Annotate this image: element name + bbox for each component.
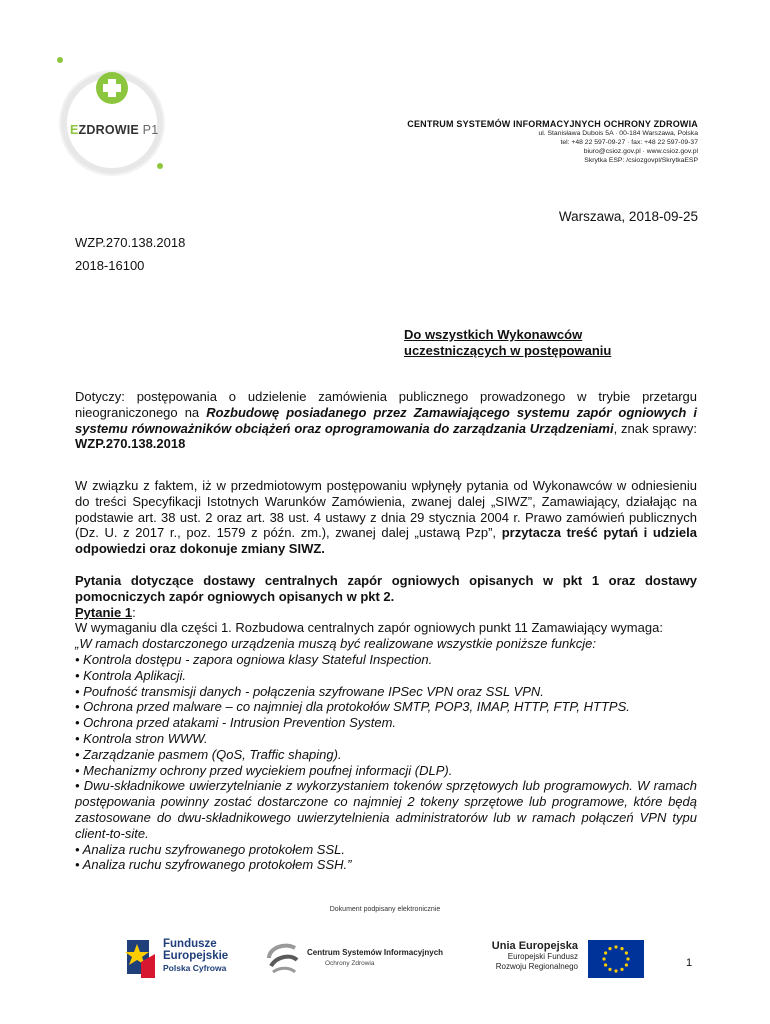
fundusze-europejskie-logo: Fundusze Europejskie Polska Cyfrowa bbox=[123, 934, 243, 982]
quote-line: • Zarządzanie pasmem (QoS, Traffic shaping). bbox=[75, 746, 342, 762]
quote-line: • Kontrola stron WWW. bbox=[75, 730, 208, 746]
csioz-logo: Centrum Systemów Informacyjnych Ochrony Zdrowia bbox=[265, 938, 455, 978]
eu-star bbox=[602, 957, 605, 960]
quote-line: • Ochrona przed atakami - Intrusion Prevention System. bbox=[75, 715, 397, 731]
city-date: Warszawa, 2018-09-25 bbox=[558, 209, 698, 224]
question-intro: W wymaganiu dla części 1. Rozbudowa centralnych zapór ogniowych punkt 11 Zamawiający wymaga: bbox=[75, 620, 663, 636]
quote-line: • Poufność transmisji danych - połączenia szyfrowane IPSec VPN oraz SSL VPN. bbox=[75, 683, 544, 699]
addressee-line-1: Do wszystkich Wykonawców bbox=[404, 327, 583, 342]
quote-line: • Dwu-składnikowe uwierzytelnianie z wykorzystaniem tokenów sprzętowych lub programowych. W ramach postępowania powinny zostać dostarczone co najmniej 2 tokeny sprzętowe lub programowe, które będą zastosowane do dwu-składnikowego uwierzytelnienia administratorów lub w ramach połączeń VPN typu client-to-site. bbox=[75, 778, 697, 841]
eu-text: Unia Europejska Europejski Fundusz Rozwoju Regionalnego bbox=[491, 940, 578, 971]
signed-note: Dokument podpisany elektronicznie bbox=[329, 906, 441, 913]
eu-star bbox=[620, 968, 623, 971]
addressee bbox=[404, 327, 611, 359]
quote-line: • Mechanizmy ochrony przed wyciekiem poufnej informacji (DLP). bbox=[75, 762, 453, 778]
quote-line: • Kontrola Aplikacji. bbox=[75, 667, 187, 683]
reference-id: 2018-16100 bbox=[75, 258, 145, 273]
case-sign: WZP.270.138.2018 bbox=[75, 436, 186, 452]
quote-line: • Kontrola dostępu - zapora ogniowa klasy Stateful Inspection. bbox=[75, 651, 433, 667]
addressee-line-2: uczestniczących w postępowaniu bbox=[404, 343, 612, 358]
page-number: 1 bbox=[686, 957, 693, 969]
eu-flag-icon bbox=[588, 940, 644, 978]
quote-line: • Analiza ruchu szyfrowanego protokołem SSH.” bbox=[75, 857, 352, 873]
ezdrowie-logo-graphic bbox=[50, 48, 210, 178]
organization-esp: Skrytka ESP: /csiozgovpl/SkrytkaESP bbox=[584, 157, 698, 164]
fe-star-icon bbox=[123, 934, 161, 980]
subject-paragraph: Dotyczy: postępowania o udzielenie zamówienia publicznego prowadzonego w trybie przetargu nieograniczonego na Rozbudowę posiadanego przez Zamawiającego systemu zapór ogniowych i systemu równoważników obciążeń oraz oprogramowania do zarządzania Urządzeniami, znak sprawy: WZP.270.138.2018 bbox=[75, 389, 698, 452]
eu-star bbox=[614, 969, 617, 972]
eu-star bbox=[604, 951, 607, 954]
ezdrowie-logo bbox=[50, 48, 210, 178]
eu-star bbox=[614, 945, 617, 948]
eu-star bbox=[608, 947, 611, 950]
eu-star bbox=[626, 957, 629, 960]
csioz-swirl-icon bbox=[265, 940, 301, 976]
organization-email: biuro@csioz.gov.pl · www.csioz.gov.pl bbox=[583, 148, 698, 155]
section-heading: Pytania dotyczące dostawy centralnych zapór ogniowych opisanych w pkt 1 oraz dostawy pomocniczych zapór ogniowych opisanych w pkt 2. bbox=[75, 573, 697, 604]
eu-star bbox=[625, 963, 628, 966]
footer-logos bbox=[0, 930, 770, 990]
question-heading: Pytanie 1: bbox=[75, 604, 136, 620]
organization-name: CENTRUM SYSTEMÓW INFORMACYJNYCH OCHRONY ZDROWIA bbox=[407, 119, 698, 129]
reference-number: WZP.270.138.2018 bbox=[75, 235, 186, 250]
quote-list bbox=[75, 636, 697, 873]
intro-paragraph: W związku z faktem, iż w przedmiotowym postępowaniu wpłynęły pytania od Wykonawców w odniesieniu do treści Specyfikacji Istotnych Warunków Zamówienia, zwanej dalej „SIWZ”, Zamawiający, działając na podstawie art. 38 ust. 2 oraz art. 38 ust. 4 ustawy z dnia 29 stycznia 2004 r. Prawo zamówień publicznych (Dz. U. z 2017 r., poz. 1579 z późn. zm.), zwanej dalej „ustawą Pzp”, przytacza treść pytań i udziela odpowiedzi oraz dokonuje zmiany SIWZ. bbox=[75, 478, 697, 557]
questions-section bbox=[75, 573, 697, 873]
quote-line: • Analiza ruchu szyfrowanego protokołem SSL. bbox=[75, 841, 345, 857]
quote-line: „W ramach dostarczonego urządzenia muszą być realizowane wszystkie poniższe funkcje: bbox=[75, 636, 596, 652]
eu-star bbox=[608, 968, 611, 971]
eu-star bbox=[604, 963, 607, 966]
organization-address: ul. Stanisława Dubois 5A · 00-184 Warszawa, Polska bbox=[538, 130, 698, 137]
organization-info bbox=[407, 119, 698, 165]
eu-star bbox=[620, 947, 623, 950]
quote-line: • Ochrona przed malware – co najmniej dla protokołów SMTP, POP3, IMAP, HTTP, FTP, HTTPS. bbox=[75, 699, 630, 715]
organization-phone: tel: +48 22 597-09-27 · fax: +48 22 597-09-37 bbox=[560, 139, 698, 146]
subject-title: Rozbudowę posiadanego przez Zamawiającego systemu zapór ogniowych i systemu równoważników obciążeń oraz oprogramowania do zarządzania Urządzeniami bbox=[75, 404, 697, 436]
eu-star bbox=[625, 951, 628, 954]
logo-wordmark: EZDROWIE P1 bbox=[70, 123, 159, 137]
question-label: Pytanie 1 bbox=[75, 604, 133, 620]
